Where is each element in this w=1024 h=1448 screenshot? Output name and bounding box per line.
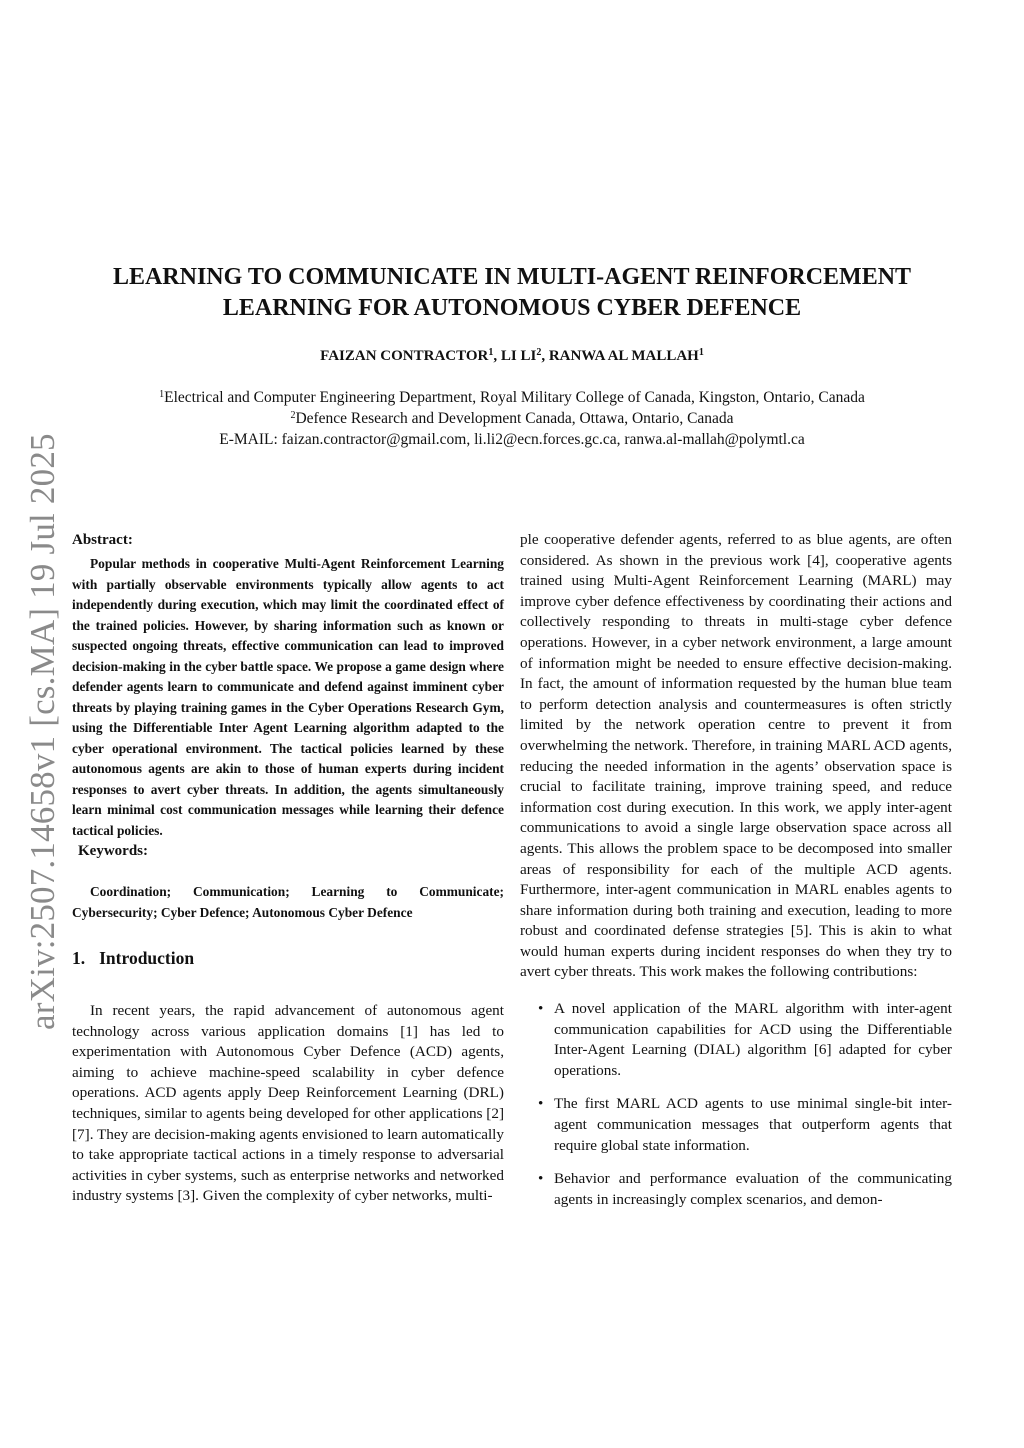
- affil-mark: 2: [290, 410, 296, 421]
- list-item: [520, 999, 952, 1081]
- title-line-1: LEARNING TO COMMUNICATE IN MULTI-AGENT REINFORCEMENT: [112, 264, 912, 290]
- bullet-icon: •: [538, 1000, 544, 1018]
- section-number: 1.: [72, 948, 86, 968]
- title-line-2: LEARNING FOR AUTONOMOUS CYBER DEFENCE: [222, 295, 802, 321]
- left-column: [72, 530, 504, 1207]
- author-name: FAIZAN CONTRACTOR: [320, 348, 489, 364]
- affiliation-text: Defence Research and Development Canada, Ottawa, Ontario, Canada: [295, 410, 734, 427]
- list-item: [520, 1094, 952, 1156]
- contribution-text: A novel application of the MARL algorithm with inter-agent communication capabilities for ACD using the Differentiable Inter-Agent Learning (DIAL) algorithm [6] adapted for cyber operations.: [554, 1000, 952, 1079]
- author-affil-mark: 2: [536, 347, 542, 358]
- abstract-text: Popular methods in cooperative Multi-Agent Reinforcement Learning with partially observable environments typically allow agents to act independently during execution, which may limit the coordinated effect of the trained policies. However, by sharing information such as known or suspected ongoing threats, effective communication can lead to improved decision-making in the cyber battle space. We propose a game design where defender agents learn to communicate and defend against imminent cyber threats by playing training games in the Cyber Operations Research Gym, using the Differentiable Inter Agent Learning algorithm adapted to the cyber operational environment. The tactical policies learned by these autonomous agents are akin to those of human experts during incident responses to avert cyber threats. In addition, the agents simultaneously learn minimal cost communication messages while learning their defence tactical policies.: [72, 556, 504, 838]
- right-column: [520, 530, 952, 1223]
- keywords-text: Coordination; Communication; Learning to Communicate; Cybersecurity; Cyber Defence; Autonomous Cyber Defence: [72, 884, 504, 920]
- contributions-list: [520, 999, 952, 1210]
- author-name: RANWA AL MALLAH: [548, 348, 699, 364]
- author-list: FAIZAN CONTRACTOR$^1$, LI $LI^2$, RANWA AL MALLAH$^1$: [320, 347, 704, 364]
- contribution-text: Behavior and performance evaluation of the communicating agents in increasingly complex scenarios, and demon-: [554, 1170, 952, 1208]
- bullet-icon: •: [538, 1095, 544, 1113]
- email-line: E-MAIL: faizan.contractor@gmail.com, li.li2@ecn.forces.gc.ca, ranwa.al-mallah@polymtl.ca: [219, 431, 805, 448]
- keywords-heading: Keywords:: [78, 843, 148, 859]
- affil-mark: 1: [159, 389, 165, 400]
- affiliation-1: [60, 387, 964, 408]
- contribution-text: The first MARL ACD agents to use minimal single-bit inter-agent communication messages that outperform agents that require global state information.: [554, 1095, 952, 1154]
- abstract-heading: Abstract:: [72, 532, 133, 548]
- arxiv-identifier: arXiv:2507.14658v1 [cs.MA] 19 Jul 2025: [23, 433, 62, 1030]
- list-item: [520, 1169, 952, 1210]
- section-title: Introduction: [99, 948, 195, 968]
- bullet-icon: •: [538, 1170, 544, 1188]
- author-affil-mark: 1: [698, 347, 704, 358]
- affiliation-2: [60, 408, 964, 429]
- section-heading-introduction: [72, 946, 504, 970]
- intro-paragraph: In recent years, the rapid advancement of autonomous agent technology across various application domains [1] has led to experimentation with Autonomous Cyber Defence (ACD) agents, aiming to achieve machine-speed scalability in cyber defence operations. ACD agents apply Deep Reinforcement Learning (DRL) techniques, similar to agents being developed for other applications [2] [7]. They are decision-making agents envisioned to learn automatically to take appropriate tactical actions in a timely response to adversarial activities in cyber systems, such as enterprise networks and networked industry systems [3]. Given the complexity of cyber networks, multi-: [72, 1002, 504, 1205]
- affiliations: [60, 387, 964, 450]
- paper-title: [60, 262, 964, 324]
- affiliation-text: Electrical and Computer Engineering Department, Royal Military College of Canada, Kingston, Ontario, Canada: [164, 389, 865, 406]
- author-name: LI LI: [500, 348, 537, 364]
- intro-paragraph-continued: ple cooperative defender agents, referred to as blue agents, are often considered. As shown in the previous work [4], cooperative agents trained using Multi-Agent Reinforcement Learning (MARL) may improve cyber defence effectiveness by coordinating their actions and collectively responding to threats in multi-stage cyber defence operations. However, in a cyber network environment, a large amount of information might be needed to ensure effective decision-making. In fact, the amount of information requested by the human blue team to perform detection analysis and countermeasures is often strictly limited by the network operation centre to prevent it from overwhelming the network. Therefore, in training MARL ACD agents, reducing the needed information in the agents’ observation space is crucial to facilitate training, improve training speed, and reduce information cost during execution. In this work, we apply inter-agent communications to avoid a single large observation space across all agents. This allows the problem space to be decomposed into smaller areas of responsibility for each of the multiple ACD agents. Furthermore, inter-agent communication in MARL enables agents to share information during both training and execution, leading to more robust and coordinated defense strategies [5]. This is akin to what would human experts during incident responses do when they try to avert cyber threats. This work makes the following contributions:: [520, 531, 952, 981]
- author-affil-mark: 1: [488, 347, 494, 358]
